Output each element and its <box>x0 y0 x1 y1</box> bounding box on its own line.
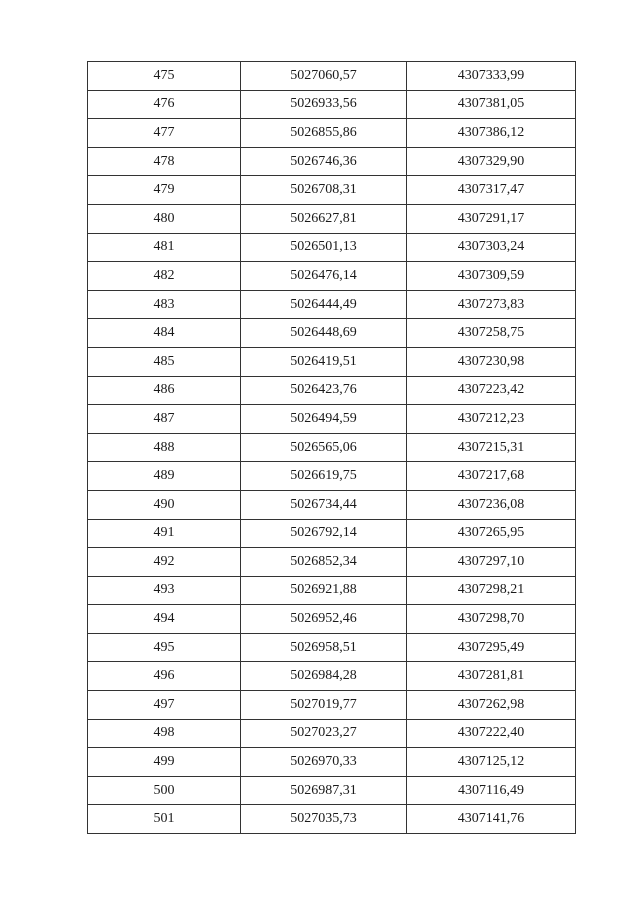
point-number-cell: 499 <box>88 748 241 777</box>
x-coordinate-cell: 5027035,73 <box>241 805 407 834</box>
table-row <box>88 605 576 634</box>
x-coordinate-cell: 5026448,69 <box>241 319 407 348</box>
table-row <box>88 519 576 548</box>
x-coordinate-cell: 5027023,27 <box>241 719 407 748</box>
table-row <box>88 290 576 319</box>
x-coordinate-cell: 5026984,28 <box>241 662 407 691</box>
x-coordinate-cell: 5026921,88 <box>241 576 407 605</box>
x-coordinate-cell: 5026746,36 <box>241 147 407 176</box>
x-coordinate-cell: 5026619,75 <box>241 462 407 491</box>
point-number-cell: 484 <box>88 319 241 348</box>
y-coordinate-cell: 4307298,70 <box>407 605 576 634</box>
x-coordinate-cell: 5026419,51 <box>241 347 407 376</box>
y-coordinate-cell: 4307215,31 <box>407 433 576 462</box>
y-coordinate-cell: 4307258,75 <box>407 319 576 348</box>
point-number-cell: 488 <box>88 433 241 462</box>
y-coordinate-cell: 4307212,23 <box>407 405 576 434</box>
point-number-cell: 490 <box>88 490 241 519</box>
point-number-cell: 496 <box>88 662 241 691</box>
x-coordinate-cell: 5026970,33 <box>241 748 407 777</box>
y-coordinate-cell: 4307309,59 <box>407 262 576 291</box>
table-row <box>88 204 576 233</box>
y-coordinate-cell: 4307217,68 <box>407 462 576 491</box>
table-row <box>88 805 576 834</box>
point-number-cell: 487 <box>88 405 241 434</box>
x-coordinate-cell: 5026627,81 <box>241 204 407 233</box>
y-coordinate-cell: 4307223,42 <box>407 376 576 405</box>
y-coordinate-cell: 4307116,49 <box>407 776 576 805</box>
x-coordinate-cell: 5026852,34 <box>241 548 407 577</box>
coordinates-table-body <box>88 62 576 834</box>
table-row <box>88 176 576 205</box>
table-row <box>88 748 576 777</box>
y-coordinate-cell: 4307222,40 <box>407 719 576 748</box>
table-row <box>88 262 576 291</box>
point-number-cell: 492 <box>88 548 241 577</box>
point-number-cell: 498 <box>88 719 241 748</box>
point-number-cell: 476 <box>88 90 241 119</box>
x-coordinate-cell: 5026494,59 <box>241 405 407 434</box>
table-row <box>88 347 576 376</box>
x-coordinate-cell: 5027019,77 <box>241 691 407 720</box>
point-number-cell: 493 <box>88 576 241 605</box>
point-number-cell: 481 <box>88 233 241 262</box>
x-coordinate-cell: 5026708,31 <box>241 176 407 205</box>
y-coordinate-cell: 4307262,98 <box>407 691 576 720</box>
table-row <box>88 376 576 405</box>
table-row <box>88 233 576 262</box>
y-coordinate-cell: 4307317,47 <box>407 176 576 205</box>
y-coordinate-cell: 4307236,08 <box>407 490 576 519</box>
y-coordinate-cell: 4307298,21 <box>407 576 576 605</box>
table-row <box>88 119 576 148</box>
x-coordinate-cell: 5026933,56 <box>241 90 407 119</box>
y-coordinate-cell: 4307273,83 <box>407 290 576 319</box>
point-number-cell: 480 <box>88 204 241 233</box>
y-coordinate-cell: 4307381,05 <box>407 90 576 119</box>
table-row <box>88 719 576 748</box>
y-coordinate-cell: 4307303,24 <box>407 233 576 262</box>
table-row <box>88 576 576 605</box>
x-coordinate-cell: 5026423,76 <box>241 376 407 405</box>
x-coordinate-cell: 5026958,51 <box>241 633 407 662</box>
y-coordinate-cell: 4307281,81 <box>407 662 576 691</box>
table-row <box>88 633 576 662</box>
point-number-cell: 494 <box>88 605 241 634</box>
point-number-cell: 475 <box>88 62 241 91</box>
x-coordinate-cell: 5026501,13 <box>241 233 407 262</box>
x-coordinate-cell: 5026734,44 <box>241 490 407 519</box>
x-coordinate-cell: 5027060,57 <box>241 62 407 91</box>
table-row <box>88 662 576 691</box>
y-coordinate-cell: 4307230,98 <box>407 347 576 376</box>
y-coordinate-cell: 4307386,12 <box>407 119 576 148</box>
table-row <box>88 405 576 434</box>
y-coordinate-cell: 4307333,99 <box>407 62 576 91</box>
point-number-cell: 483 <box>88 290 241 319</box>
point-number-cell: 479 <box>88 176 241 205</box>
x-coordinate-cell: 5026987,31 <box>241 776 407 805</box>
point-number-cell: 491 <box>88 519 241 548</box>
table-row <box>88 462 576 491</box>
point-number-cell: 477 <box>88 119 241 148</box>
point-number-cell: 489 <box>88 462 241 491</box>
y-coordinate-cell: 4307297,10 <box>407 548 576 577</box>
x-coordinate-cell: 5026792,14 <box>241 519 407 548</box>
table-row <box>88 776 576 805</box>
x-coordinate-cell: 5026476,14 <box>241 262 407 291</box>
table-row <box>88 147 576 176</box>
coordinates-table <box>87 61 576 834</box>
point-number-cell: 482 <box>88 262 241 291</box>
table-row <box>88 433 576 462</box>
table-row <box>88 691 576 720</box>
y-coordinate-cell: 4307265,95 <box>407 519 576 548</box>
x-coordinate-cell: 5026855,86 <box>241 119 407 148</box>
table-row <box>88 490 576 519</box>
x-coordinate-cell: 5026565,06 <box>241 433 407 462</box>
point-number-cell: 486 <box>88 376 241 405</box>
table-row <box>88 319 576 348</box>
table-row <box>88 548 576 577</box>
point-number-cell: 485 <box>88 347 241 376</box>
point-number-cell: 500 <box>88 776 241 805</box>
table-row <box>88 90 576 119</box>
y-coordinate-cell: 4307291,17 <box>407 204 576 233</box>
point-number-cell: 497 <box>88 691 241 720</box>
point-number-cell: 501 <box>88 805 241 834</box>
y-coordinate-cell: 4307295,49 <box>407 633 576 662</box>
y-coordinate-cell: 4307125,12 <box>407 748 576 777</box>
x-coordinate-cell: 5026952,46 <box>241 605 407 634</box>
point-number-cell: 495 <box>88 633 241 662</box>
x-coordinate-cell: 5026444,49 <box>241 290 407 319</box>
table-row <box>88 62 576 91</box>
point-number-cell: 478 <box>88 147 241 176</box>
y-coordinate-cell: 4307329,90 <box>407 147 576 176</box>
y-coordinate-cell: 4307141,76 <box>407 805 576 834</box>
